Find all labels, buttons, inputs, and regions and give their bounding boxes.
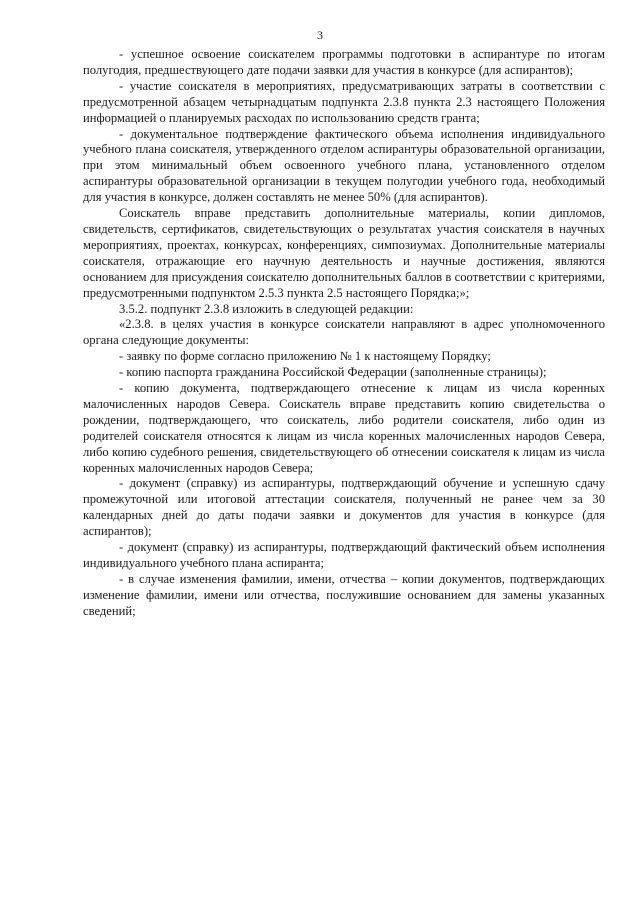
paragraph-1: - успешное освоение соискателем программы подготовки в аспирантуре по итогам полугодия, предшествующего дате подачи заявки для участия в конкурсе (для аспирантов);: [83, 47, 605, 77]
page-number: 3: [317, 28, 323, 42]
paragraph-12: - в случае изменения фамилии, имени, отчества – копии документов, подтверждающих изменение фамилии, имени или отчества, послужившие основанием для замены указанных сведений;: [83, 571, 605, 618]
paragraph-4: Соискатель вправе представить дополнительные материалы, копии дипломов, свидетельств, сертификатов, свидетельствующих о результатах участия соискателя в научных мероприятиях, проектах, конкурсах, конференциях, симпозиумах. Дополнительные материалы соискателя, отражающие его научную деятельность и научные достижения, являются основанием для присуждения соискателю дополнительных баллов в соответствии с критериями, предусмотренными подпунктом 2.5.3 пункта 2.5 настоящего Порядка;»;: [83, 206, 605, 300]
paragraph-9: - копию документа, подтверждающего отнесение к лицам из числа коренных малочисленных народов Севера. Соискатель вправе представить копию свидетельства о рождении, подтверждающего, что соискатель, либо родители соискателя, либо один из родителей соискателя относятся к лицам из числа коренных малочисленных народов Севера, либо копию судебного решения, свидетельствующего об отнесении соискателя к лицам из числа коренных малочисленных народов Севера;: [83, 381, 605, 475]
paragraph-11: - документ (справку) из аспирантуры, подтверждающий фактический объем исполнения индивидуального учебного плана аспиранта;: [83, 540, 605, 570]
paragraph-5: 3.5.2. подпункт 2.3.8 изложить в следующей редакции:: [119, 301, 414, 316]
paragraph-2: - участие соискателя в мероприятиях, предусматривающих затраты в соответствии с предусмотренной абзацем четырнадцатым подпункта 2.3.8 пункта 2.3 настоящего Положения информацией о планируемых расходах по использованию средств гранта;: [83, 78, 605, 125]
paragraph-3: - документальное подтверждение фактического объема исполнения индивидуального учебного плана соискателя, утвержденного отделом аспирантуры образовательной организации, при этом минимальный объем освоенного учебного плана, установленного отделом аспирантуры образовательной организации в текущем полугодии учебного года, необходимый для участия в конкурсе, должен составлять не менее 50% (для аспирантов).: [83, 126, 605, 205]
paragraph-10: - документ (справку) из аспирантуры, подтверждающий обучение и успешную сдачу промежуточной или итоговой аттестации соискателя, полученный не ранее чем за 30 календарных дней до даты подачи заявки и документов для участия в конкурсе (для аспирантов);: [83, 476, 605, 539]
paragraph-8: - копию паспорта гражданина Российской Федерации (заполненные страницы);: [119, 365, 547, 380]
document-body: [83, 47, 605, 620]
paragraph-7: - заявку по форме согласно приложению № 1 к настоящему Порядку;: [119, 349, 491, 364]
paragraph-6: «2.3.8. в целях участия в конкурсе соискатели направляют в адрес уполномоченного органа следующие документы:: [83, 317, 605, 348]
